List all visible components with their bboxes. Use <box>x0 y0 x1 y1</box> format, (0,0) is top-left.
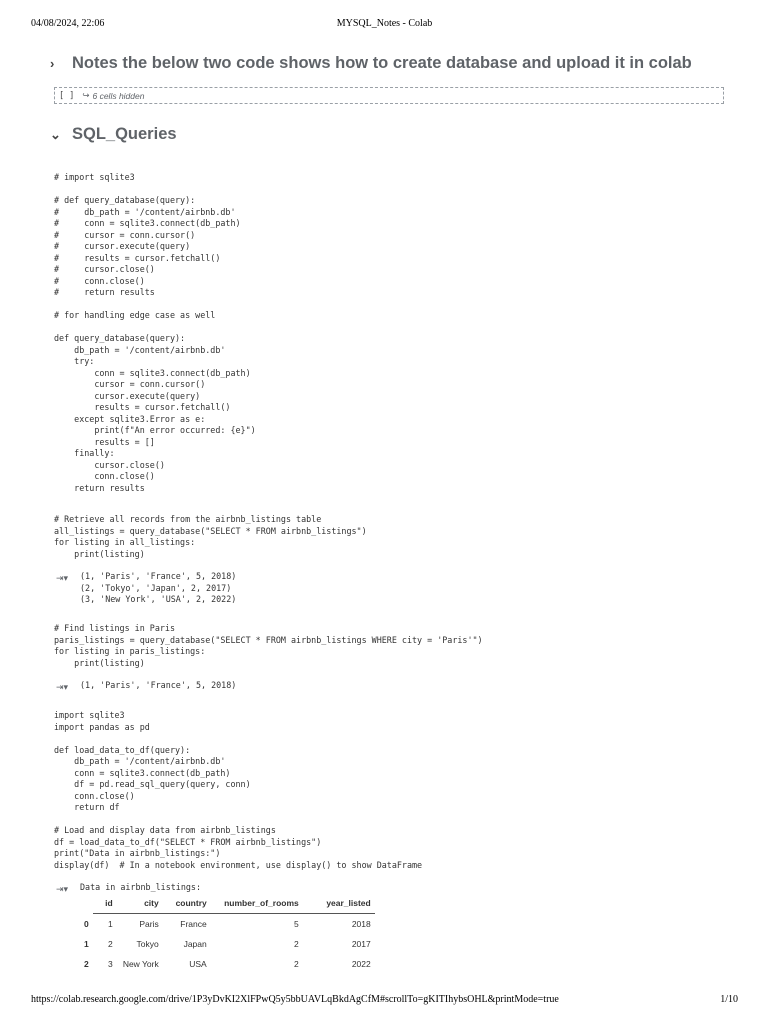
print-page-number: 1/10 <box>720 994 738 1005</box>
section-heading-sql-queries[interactable] <box>50 125 177 144</box>
table-cell: 1 <box>108 919 113 929</box>
table-cell: 2017 <box>351 939 371 949</box>
table-cell: 2 <box>108 939 113 949</box>
column-header: year_listed <box>303 895 375 914</box>
hidden-cells-arrow-icon: ↪ <box>82 90 90 100</box>
table-cell: 5 <box>294 919 299 929</box>
table-cell: New York <box>122 959 159 969</box>
table-cell: 2 <box>294 959 299 969</box>
hidden-cells-bar[interactable] <box>54 87 724 104</box>
table-cell: 2022 <box>351 959 371 969</box>
chevron-right-icon[interactable]: › <box>50 56 55 71</box>
output-toggle-icon[interactable]: ⇥▾ <box>56 682 69 692</box>
row-index: 1 <box>84 939 89 949</box>
dataframe-index-header <box>78 895 93 914</box>
table-cell: Japan <box>183 939 207 949</box>
cell-run-bracket[interactable]: [ ] <box>59 90 75 101</box>
dataframe-table <box>78 895 375 974</box>
chevron-down-icon[interactable]: ⌄ <box>50 126 61 142</box>
print-page-title: MYSQL_Notes - Colab <box>336 18 433 29</box>
table-cell: 3 <box>108 959 113 969</box>
table-cell: 2 <box>294 939 299 949</box>
code-cell-load-data-to-df[interactable]: import sqlite3 import pandas as pd def load_data_to_df(query): db_path = '/content/airbnb.db' conn = sqlite3.connect(db_path) df = pd.read_sql_query(query, conn) conn.close() return df # Load and display data from airbnb_listings df = load_data_to_df("SELECT * FROM airbnb_listings") print("Data in airbnb_listings:") display(df) # In a notebook environment, use display() to show DataFrame <box>54 710 423 870</box>
dataframe-header-row <box>78 895 375 914</box>
code-cell-query-database[interactable]: # import sqlite3 # def query_database(query): # db_path = '/content/airbnb.db' # conn = sqlite3.connect(db_path) # cursor = conn.cursor() # cursor.execute(query) # results = cursor.fetchall() # cursor.close() # conn.close() # return results # for handling edge case as well def query_database(query): db_path = '/content/airbnb.db' try: conn = sqlite3.connect(db_path) cursor = conn.cursor() cursor.execute(query) results = cursor.fetchall() except sqlite3.Error as e: print(f"An error occurred: {e}") results = [] finally: cursor.close() conn.close() return results <box>54 172 256 493</box>
table-cell: Paris <box>139 919 159 929</box>
row-index: 2 <box>84 959 89 969</box>
table-row <box>78 954 375 974</box>
dataframe-caption: Data in airbnb_listings: <box>80 882 202 892</box>
hidden-cells-label[interactable]: 6 cells hidden <box>92 90 145 101</box>
table-row <box>78 914 375 935</box>
table-cell: 2018 <box>351 919 371 929</box>
code-cell-paris-listings[interactable]: # Find listings in Paris paris_listings = query_database("SELECT * FROM airbnb_listings WHERE city = 'Paris'") for listing in paris_listings: print(listing) <box>54 623 483 668</box>
print-datetime: 04/08/2024, 22:06 <box>31 18 105 29</box>
section-heading-sql-text: SQL_Queries <box>72 125 177 143</box>
column-header: country <box>163 895 211 914</box>
section-heading-notes[interactable] <box>50 54 692 73</box>
cell-output-paris-listings: (1, 'Paris', 'France', 5, 2018) <box>80 680 237 690</box>
section-heading-notes-text: Notes the below two code shows how to create database and upload it in colab <box>72 54 692 72</box>
output-toggle-icon[interactable]: ⇥▾ <box>56 573 69 583</box>
table-cell: Tokyo <box>136 939 159 949</box>
column-header: number_of_rooms <box>211 895 303 914</box>
row-index: 0 <box>84 918 89 929</box>
column-header: city <box>117 895 163 914</box>
output-toggle-icon[interactable]: ⇥▾ <box>56 884 69 894</box>
column-header: id <box>93 895 117 914</box>
table-cell: USA <box>189 959 207 969</box>
code-cell-retrieve-all[interactable]: # Retrieve all records from the airbnb_listings table all_listings = query_database("SELECT * FROM airbnb_listings") for listing in all_listings: print(listing) <box>54 514 367 559</box>
table-cell: France <box>180 919 207 929</box>
cell-output-all-listings: (1, 'Paris', 'France', 5, 2018) (2, 'Tokyo', 'Japan', 2, 2017) (3, 'New York', 'USA', 2, 2022) <box>80 571 237 604</box>
print-url: https://colab.research.google.com/drive/1P3yDvKI2XlFPwQ5y5bbUAVLqBkdAgCfM#scrollTo=gKITIhybsOHL&printMode=true <box>31 994 559 1005</box>
table-row <box>78 934 375 954</box>
